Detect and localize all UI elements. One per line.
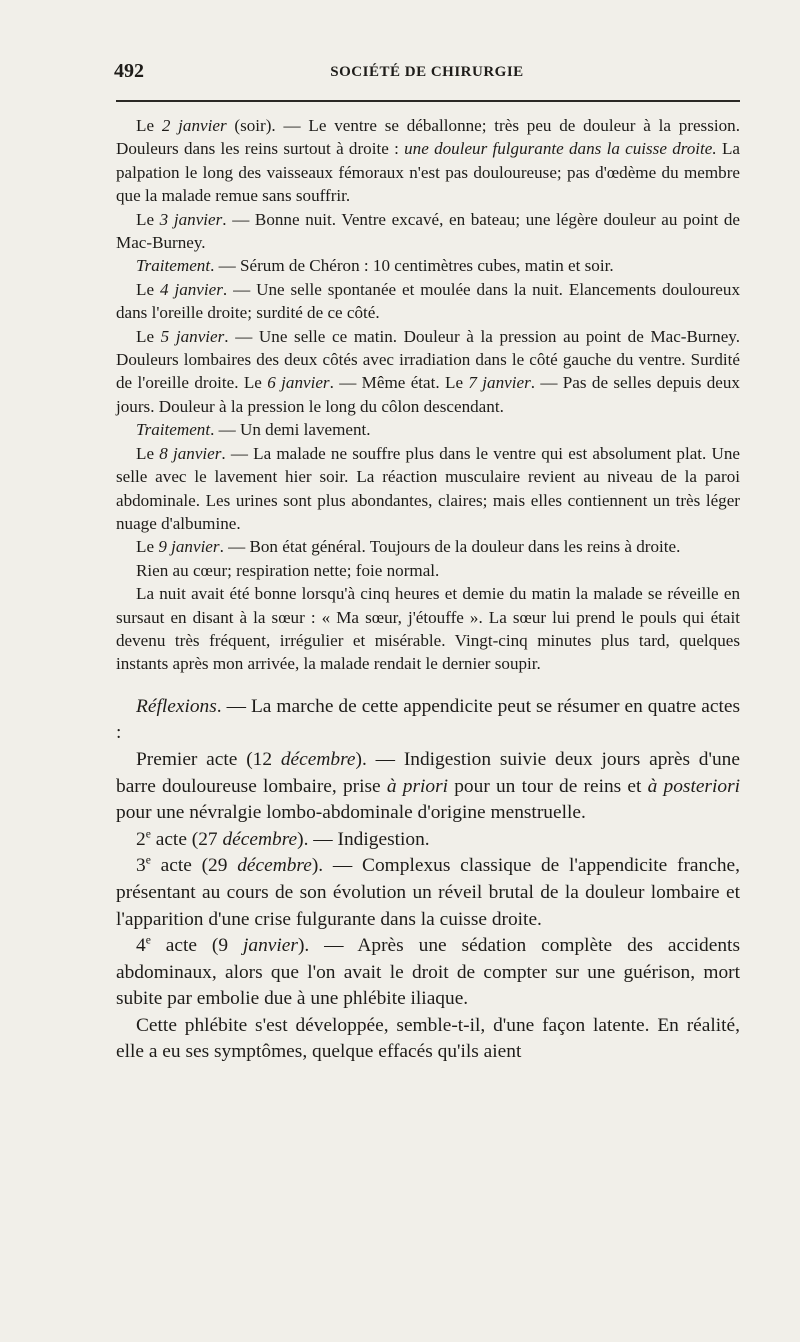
date: 7 janvier [468,373,531,393]
label: Traitement [136,256,211,276]
paragraph-jan-4: Le 4 janvier. — Une selle spontanée et moulée dans la nuit. Elancements douloureux dans l'oreille droite; surdité de ce côté. [116,279,740,323]
date: décembre [222,828,298,850]
reflexions-section [116,694,740,1066]
running-title: SOCIÉTÉ DE CHIRURGIE [330,64,524,80]
paragraph-jan-5: Le 5 janvier. — Une selle ce matin. Douleur à la pression au point de Mac-Burney. Douleurs lombaires des deux côtés avec irradiation dans le côté gauche du ventre. Surdité de l'oreille droite. Le 6 janvier. — Même état. Le 7 janvier. — Pas de selles depuis deux jours. Douleur à la pression le long du côlon descendant. [116,326,740,416]
date: décembre [237,855,312,877]
label: Traitement [136,420,211,440]
article-body [116,114,740,1066]
date: 8 janvier [159,443,222,463]
paragraph-jan-9: Le 9 janvier. — Bon état général. Toujours de la douleur dans les reins à droite. [136,537,681,557]
date: décembre [280,748,356,770]
paragraph-phlebite: Cette phlébite s'est développée, semble-t-il, d'une façon latente. En réalité, elle a eu ses symptômes, quelque effacés qu'ils aient [116,1014,740,1063]
paragraph-jan-2: Le 2 janvier (soir). — Le ventre se déballonne; très peu de douleur à la pression. Douleurs dans les reins surtout à droite : une douleur fulgurante dans la cuisse droite. La palpation le long des vaisseaux fémoraux n'est pas douloureuse; pas d'œdème du membre que la malade remue sans souffrir. [116,116,740,206]
header-rule [116,100,740,102]
emphasis: à posteriori [647,775,740,797]
case-report-section [116,114,740,676]
date: 6 janvier [267,373,330,393]
paragraph-acte-2: 2e acte (27 décembre). — Indigestion. [136,827,430,850]
date: 3 janvier [159,209,223,229]
emphasis: une douleur fulgurante dans la cuisse droite. [404,139,717,159]
paragraph-jan-8: Le 8 janvier. — La malade ne souffre plus dans le ventre qui est absolument plat. Une selle avec le lavement hier soir. La réaction musculaire revient au niveau de la paroi abdominale. Les urines sont plus abondantes, claires; mais elles contiennent un très léger nuage d'albumine. [116,443,740,533]
paragraph-traitement-1: Traitement. — Sérum de Chéron : 10 centimètres cubes, matin et soir. [136,256,614,276]
paragraph-deces: La nuit avait été bonne lorsqu'à cinq heures et demie du matin la malade se réveille en sursaut en disant à la sœur : « Ma sœur, j'étouffe ». La sœur lui prend le pouls qui était devenu très fréquent, irrégulier et misérable. Vingt-cinq minutes plus tard, quelques instants après mon arrivée, la malade rendait le dernier soupir. [116,584,740,674]
date: janvier [243,935,298,957]
date: 5 janvier [160,326,225,346]
emphasis: à priori [386,775,449,797]
paragraph-reflexions: Réflexions. — La marche de cette appendicite peut se résumer en quatre actes : [116,695,740,744]
page-header [114,60,740,86]
date: 9 janvier [158,537,220,557]
paragraph-jan-3: Le 3 janvier. — Bonne nuit. Ventre excavé, en bateau; une légère douleur au point de Mac-Burney. [116,209,740,253]
paragraph-acte-4: 4e acte (9 janvier). — Après une sédation complète des accidents abdominaux, alors que l'on avait le droit de compter sur une guérison, mort subite par embolie due à une phlébite iliaque. [116,933,740,1010]
paragraph-traitement-2: Traitement. — Un demi lavement. [136,420,371,440]
paragraph-coeur: Rien au cœur; respiration nette; foie normal. [136,560,440,580]
page-number: 492 [114,60,144,82]
paragraph-acte-3: 3e acte (29 décembre). — Complexus classique de l'appendicite franche, présentant au cours de son évolution un réveil brutal de la douleur lombaire et l'apparition d'une crise fulgurante dans la cuisse droite. [116,853,740,930]
label: Réflexions [136,695,217,717]
date: 2 janvier [161,116,227,135]
paragraph-acte-1: Premier acte (12 décembre). — Indigestion suivie deux jours après d'une barre douloureuse lombaire, prise à priori pour un tour de reins et à posteriori pour une névralgie lombo-abdominale d'origine menstruelle. [116,748,740,824]
date: 4 janvier [159,279,223,299]
